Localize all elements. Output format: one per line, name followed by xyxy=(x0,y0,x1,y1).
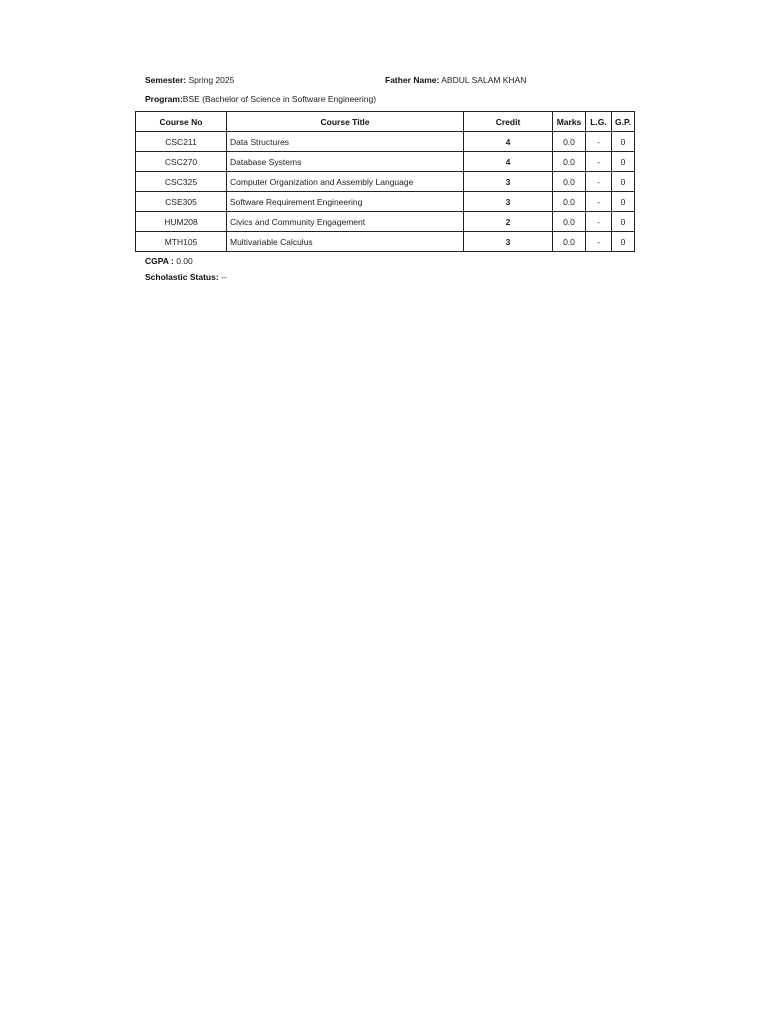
course-no-cell: HUM208 xyxy=(136,212,227,232)
course-results-table xyxy=(135,111,635,252)
father-name-label: Father Name: xyxy=(385,75,440,85)
table-row xyxy=(136,212,635,232)
program-label: Program: xyxy=(145,94,183,104)
semester-value: Spring 2025 xyxy=(188,75,235,85)
credit-cell: 2 xyxy=(464,212,553,232)
father-name-info xyxy=(385,75,526,86)
col-marks: Marks xyxy=(553,112,586,132)
table-row xyxy=(136,152,635,172)
course-no-cell: CSC325 xyxy=(136,172,227,192)
grade-point-cell: 0 xyxy=(612,152,635,172)
course-no-cell: CSC270 xyxy=(136,152,227,172)
marks-cell: 0.0 xyxy=(553,132,586,152)
credit-cell: 3 xyxy=(464,232,553,252)
course-title-cell: Multivariable Calculus xyxy=(227,232,464,252)
program-info xyxy=(145,94,376,105)
semester-info xyxy=(145,75,234,86)
table-row xyxy=(136,132,635,152)
course-title-cell: Database Systems xyxy=(227,152,464,172)
credit-cell: 3 xyxy=(464,172,553,192)
marks-cell: 0.0 xyxy=(553,232,586,252)
credit-cell: 4 xyxy=(464,132,553,152)
letter-grade-cell: - xyxy=(586,172,612,192)
course-title-cell: Data Structures xyxy=(227,132,464,152)
grade-point-cell: 0 xyxy=(612,132,635,152)
course-title-cell: Computer Organization and Assembly Language xyxy=(227,172,464,192)
program-value: BSE (Bachelor of Science in Software Engineering) xyxy=(182,94,377,104)
col-letter-grade: L.G. xyxy=(586,112,612,132)
col-course-no: Course No xyxy=(136,112,227,132)
letter-grade-cell: - xyxy=(586,232,612,252)
col-credit: Credit xyxy=(464,112,553,132)
father-name-value: ABDUL SALAM KHAN xyxy=(441,75,527,85)
cgpa-info xyxy=(145,256,193,267)
course-no-cell: CSC211 xyxy=(136,132,227,152)
grade-point-cell: 0 xyxy=(612,172,635,192)
scholastic-status-info xyxy=(145,272,227,283)
scholastic-status-value: -- xyxy=(221,272,227,282)
marks-cell: 0.0 xyxy=(553,152,586,172)
course-no-cell: MTH105 xyxy=(136,232,227,252)
semester-label: Semester: xyxy=(145,75,187,85)
table-row xyxy=(136,232,635,252)
letter-grade-cell: - xyxy=(586,192,612,212)
course-title-cell: Civics and Community Engagement xyxy=(227,212,464,232)
course-no-cell: CSE305 xyxy=(136,192,227,212)
cgpa-value: 0.00 xyxy=(176,256,193,266)
col-course-title: Course Title xyxy=(227,112,464,132)
table-header-row xyxy=(136,112,635,132)
letter-grade-cell: - xyxy=(586,152,612,172)
marks-cell: 0.0 xyxy=(553,172,586,192)
credit-cell: 4 xyxy=(464,152,553,172)
marks-cell: 0.0 xyxy=(553,212,586,232)
grade-point-cell: 0 xyxy=(612,212,635,232)
grade-point-cell: 0 xyxy=(612,192,635,212)
cgpa-label: CGPA : xyxy=(145,256,174,266)
letter-grade-cell: - xyxy=(586,132,612,152)
credit-cell: 3 xyxy=(464,192,553,212)
col-grade-point: G.P. xyxy=(612,112,635,132)
table-row xyxy=(136,192,635,212)
grade-point-cell: 0 xyxy=(612,232,635,252)
letter-grade-cell: - xyxy=(586,212,612,232)
scholastic-status-label: Scholastic Status: xyxy=(145,272,219,282)
course-title-cell: Software Requirement Engineering xyxy=(227,192,464,212)
marks-cell: 0.0 xyxy=(553,192,586,212)
table-row xyxy=(136,172,635,192)
